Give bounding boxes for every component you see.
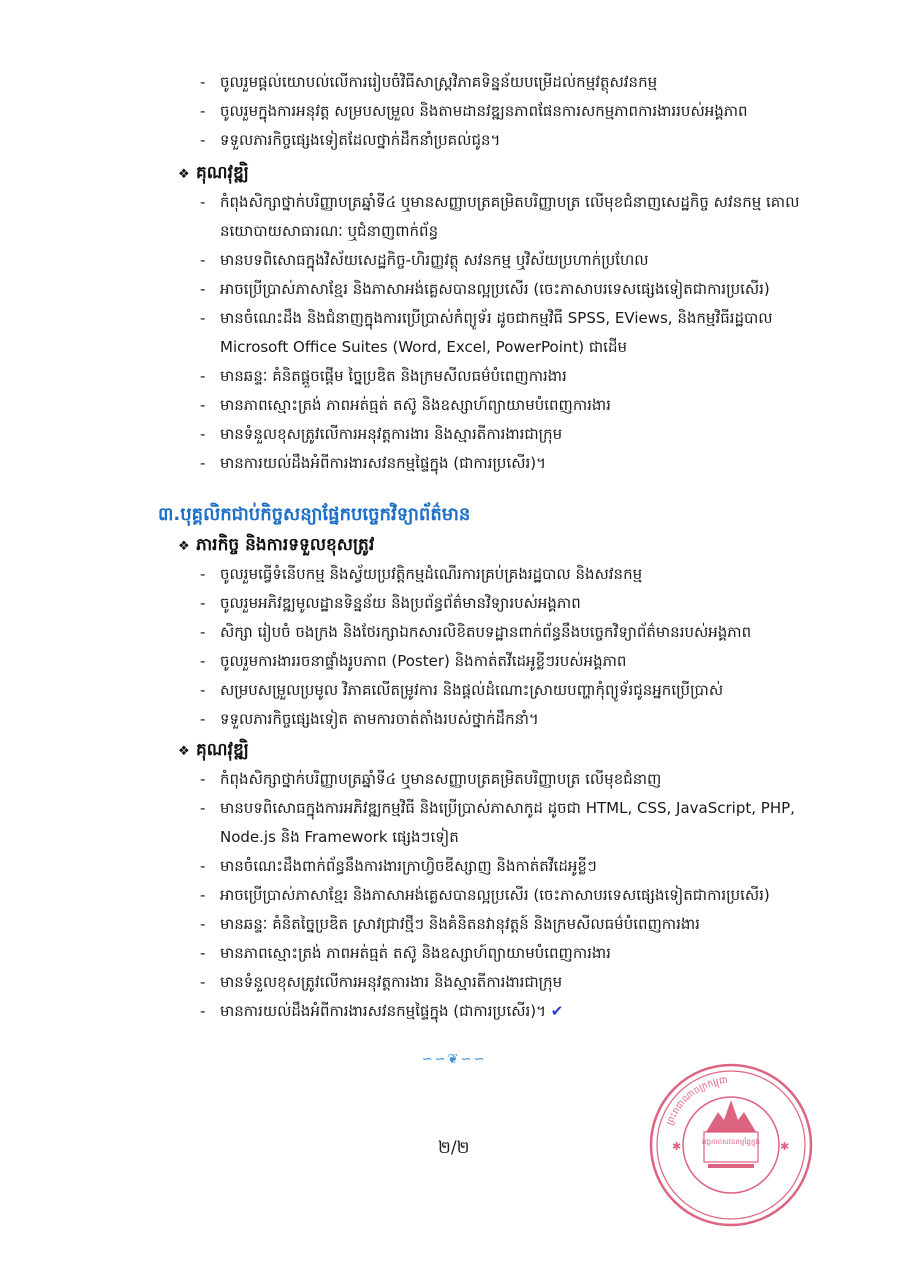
list-item: - កំពុងសិក្សាថ្នាក់បរិញ្ញាបត្រឆ្នាំទី៤ ឬមានសញ្ញាបត្រគម្រិតបរិញ្ញាបត្រ លើមុខជំនាញសេដ្ឋកិច្ច សវនកម្ម គោលនយោបាយសាធារណៈ ឬជំនាញពាក់ព័ន្ធ [200, 188, 820, 246]
list-item: - មានទំនួលខុសត្រូវលើការអនុវត្តការងារ និងស្មារតីការងារជាក្រុម [200, 968, 820, 997]
list-item: - មានឆន្ទៈ គំនិតច្នៃប្រឌិត ស្រាវជ្រាវថ្មីៗ និងគំនិតនវានុវត្តន៍ និងក្រមសីលធម៌បំពេញការងារ [200, 910, 820, 939]
list-item: - មានបទពិសោធក្នុងវិស័យសេដ្ឋកិច្ច-ហិរញ្ញវត្ថុ សវនកម្ម ឬវិស័យប្រហាក់ប្រហែល [200, 246, 820, 275]
list-item: - មានភាពស្មោះត្រង់ ភាពអត់ធ្មត់ តស៊ូ និងឧស្សាហ៍ព្យាយាមបំពេញការងារ [200, 939, 820, 968]
section2-qualifications-heading: ❖ គុណវុឌ្ឍិ [178, 158, 249, 190]
diamond-bullet-icon: ❖ [178, 539, 190, 554]
section2-duty-list [200, 68, 820, 155]
list-item: - ទទួលភារកិច្ចផ្សេងទៀត តាមការចាត់តាំងរបស់ថ្នាក់ដឹកនាំ។ [200, 705, 820, 734]
section2-qualification-list [200, 188, 820, 478]
stamp-outer-text: ព្រះរាជាណាចក្រកម្ពុជា [665, 1075, 729, 1127]
list-item: - ចូលរួមការងាររចនាផ្ទាំងរូបភាព (Poster) និងកាត់តវីដេអូខ្លីៗរបស់អង្គភាព [200, 647, 820, 676]
checkmark-icon: ✔ [550, 1002, 564, 1020]
list-item: - សម្របសម្រួលប្រមូល វិភាគលើតម្រូវការ និងផ្តល់ដំណោះស្រាយបញ្ហាកុំព្យូទ័រជូនអ្នកប្រើប្រាស់ [200, 676, 820, 705]
list-item: - កំពុងសិក្សាថ្នាក់បរិញ្ញាបត្រឆ្នាំទី៤ ឬមានសញ្ញាបត្រគម្រិតបរិញ្ញាបត្រ លើមុខជំនាញ [200, 765, 820, 794]
svg-text:✱: ✱ [780, 1140, 790, 1153]
diamond-bullet-icon: ❖ [178, 167, 190, 182]
list-item: - សិក្សា រៀបចំ ចងក្រង និងថែរក្សាឯកសារលិខិតបទដ្ឋានពាក់ព័ន្ធនឹងបច្ចេកវិទ្យាព័ត៌មានរបស់អង្គភាព [200, 618, 820, 647]
page-number: ២/២ [438, 1138, 470, 1158]
list-item: - មានបទពិសោធក្នុងការអភិវឌ្ឍកម្មវិធី និងប្រើប្រាស់ភាសាកូដ ដូចជា HTML, CSS, JavaScript, PHP, Node.js និង Framework ផ្សេងៗទៀត [200, 794, 820, 852]
list-item: - មានការយល់ដឹងអំពីការងារសវនកម្មផ្ទៃក្នុង (ជាការប្រសើរ)។ [200, 449, 820, 478]
official-stamp [646, 1060, 816, 1230]
list-item: - មានទំនួលខុសត្រូវលើការអនុវត្តការងារ និងស្មារតីការងារជាក្រុម [200, 420, 820, 449]
list-item: - អាចប្រើប្រាស់ភាសាខ្មែរ និងភាសាអង់គ្លេសបានល្អប្រសើរ (ចេះភាសាបរទេសផ្សេងទៀតជាការប្រសើរ) [200, 881, 820, 910]
section3-title: ៣.បុគ្គលិកជាប់កិច្ចសន្យាផ្នែកបច្ចេកវិទ្យាព័ត៌មាន [158, 504, 471, 525]
section3-qualification-list [200, 765, 820, 1026]
list-item: - អាចប្រើប្រាស់ភាសាខ្មែរ និងភាសាអង់គ្លេសបានល្អប្រសើរ (ចេះភាសាបរទេសផ្សេងទៀតជាការប្រសើរ) [200, 275, 820, 304]
list-item: - មានចំណេះដឹងពាក់ព័ន្ធនឹងការងារក្រាហ្វិចឌីស្សាញ និងកាត់តវីដេអូខ្លីៗ [200, 852, 820, 881]
list-item: - មានចំណេះដឹង និងជំនាញក្នុងការប្រើប្រាស់កំព្យូទ័រ ដូចជាកម្មវិធី SPSS, EViews, និងកម្មវិធីរដ្ឋបាល Microsoft Office Suites (Word, Excel, PowerPoint) ជាដើម [200, 304, 820, 362]
list-item: - មានភាពស្មោះត្រង់ ភាពអត់ធ្មត់ តស៊ូ និងឧស្សាហ៍ព្យាយាមបំពេញការងារ [200, 391, 820, 420]
list-item: - ចូលរួមធ្វើទំនើបកម្ម និងស្វ័យប្រវត្តិកម្មដំណើរការគ្រប់គ្រងរដ្ឋបាល និងសវនកម្ម [200, 560, 820, 589]
diamond-bullet-icon: ❖ [178, 744, 190, 759]
section3-duties-heading: ❖ ភារកិច្ច និងការទទួលខុសត្រូវ [178, 530, 374, 562]
stamp-inner-text: អង្គភាពសវនកម្មផ្ទៃក្នុង [702, 1138, 760, 1146]
list-item: - មានឆន្ទៈ គំនិតផ្តួចផ្តើម ច្នៃប្រឌិត និងក្រមសីលធម៌បំពេញការងារ [200, 362, 820, 391]
list-item: - ចូលរួមក្នុងការអនុវត្ត សម្របសម្រួល និងតាមដានវឌ្ឍនភាពផែនការសកម្មភាពការងាររបស់អង្គភាព [200, 97, 820, 126]
svg-text:✱: ✱ [672, 1140, 682, 1153]
list-item: - មានការយល់ដឹងអំពីការងារសវនកម្មផ្ទៃក្នុង (ជាការប្រសើរ)។ ✔ [200, 997, 820, 1026]
decorative-divider: ∽∽❦∽∽ [421, 1052, 487, 1067]
list-item: - ទទួលភារកិច្ចផ្សេងទៀតដែលថ្នាក់ដឹកនាំប្រគល់ជូន។ [200, 126, 820, 155]
list-item: - ចូលរួមអភិវឌ្ឍមូលដ្ឋានទិន្នន័យ និងប្រព័ន្ធព័ត៌មានវិទ្យារបស់អង្គភាព [200, 589, 820, 618]
list-item: - ចូលរួមផ្ដល់យោបល់លើការរៀបចំវិធីសាស្ត្រវិភាគទិន្នន័យបម្រើដល់កម្មវត្ថុសវនកម្ម [200, 68, 820, 97]
section3-qualifications-heading: ❖ គុណវុឌ្ឍិ [178, 735, 249, 767]
section3-duty-list [200, 560, 820, 734]
